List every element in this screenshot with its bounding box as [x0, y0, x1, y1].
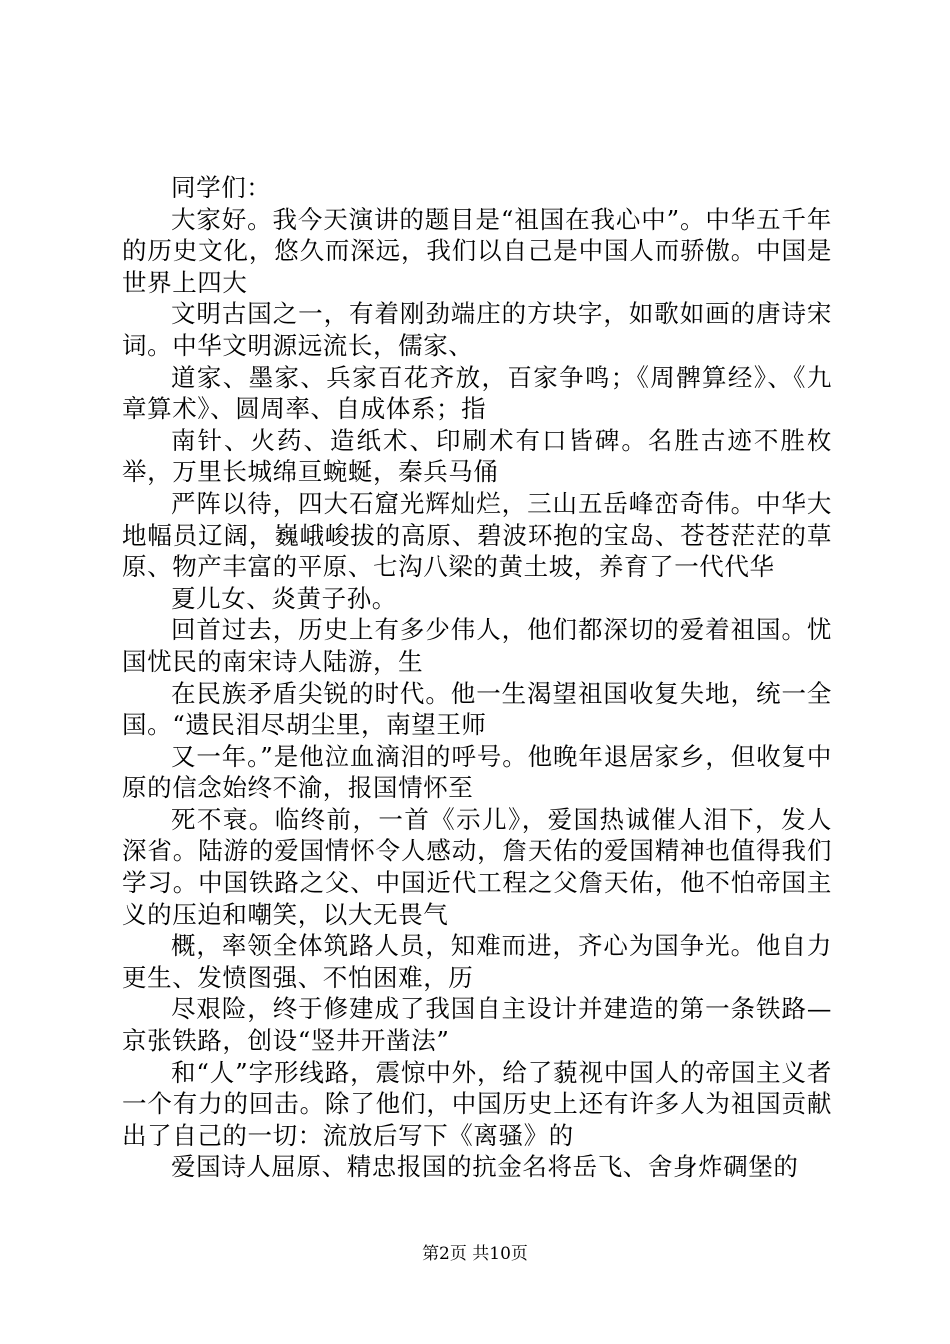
speech-body — [122, 172, 832, 1183]
paragraph: 死不衰。临终前，一首《示儿》，爱国热诚催人泪下，发人深省。陆游的爱国情怀令人感动，詹天佑的爱国精神也值得我们学习。中国铁路之父、中国近代工程之父詹天佑，他不怕帝国主义的压迫和嘲笑，以大无畏气 — [122, 804, 832, 929]
paragraph: 南针、火药、造纸术、印刷术有口皆碑。名胜古迹不胜枚举，万里长城绵亘蜿蜒，秦兵马俑 — [122, 425, 832, 487]
paragraph: 在民族矛盾尖锐的时代。他一生渴望祖国收复失地，统一全国。“遗民泪尽胡尘里，南望王师 — [122, 678, 832, 740]
paragraph: 严阵以待，四大石窟光辉灿烂，三山五岳峰峦奇伟。中华大地幅员辽阔，巍峨峻拔的高原、碧波环抱的宝岛、苍苍茫茫的草原、物产丰富的平原、七沟八梁的黄土坡，养育了一代代华 — [122, 488, 832, 582]
paragraph: 道家、墨家、兵家百花齐放，百家争鸣；《周髀算经》、《九章算术》、圆周率、自成体系；指 — [122, 362, 832, 424]
paragraph-greeting: 同学们： — [171, 173, 272, 202]
paragraph: 夏儿女、炎黄子孙。 — [171, 583, 397, 613]
paragraph: 大家好。我今天演讲的题目是“祖国在我心中”。中华五千年的历史文化，悠久而深远，我们以自己是中国人而骄傲。中国是世界上四大 — [122, 204, 832, 297]
paragraph: 爱国诗人屈原、精忠报国的抗金名将岳飞、舍身炸碉堡的 — [171, 1152, 799, 1182]
paragraph: 文明古国之一，有着刚劲端庄的方块字，如歌如画的唐诗宋词。中华文明源远流长，儒家、 — [122, 299, 832, 360]
paragraph: 回首过去，历史上有多少伟人，他们都深切的爱着祖国。忧国忧民的南宋诗人陆游，生 — [122, 615, 832, 676]
paragraph: 概，率领全体筑路人员，知难而进，齐心为国争光。他自力更生、发愤图强、不怕困难，历 — [122, 931, 832, 992]
paragraph: 尽艰险，终于修建成了我国自主设计并建造的第一条铁路—京张铁路，创设“竖井开凿法” — [122, 994, 832, 1056]
paragraph: 又一年。”是他泣血滴泪的呼号。他晚年退居家乡，但收复中原的信念始终不渝，报国情怀至 — [122, 741, 832, 803]
page-number-footer: 第2页 共10页 — [422, 1244, 528, 1264]
paragraph: 和“人”字形线路，震惊中外，给了藐视中国人的帝国主义者一个有力的回击。除了他们，中国历史上还有许多人为祖国贡献出了自己的一切：流放后写下《离骚》的 — [122, 1057, 832, 1150]
